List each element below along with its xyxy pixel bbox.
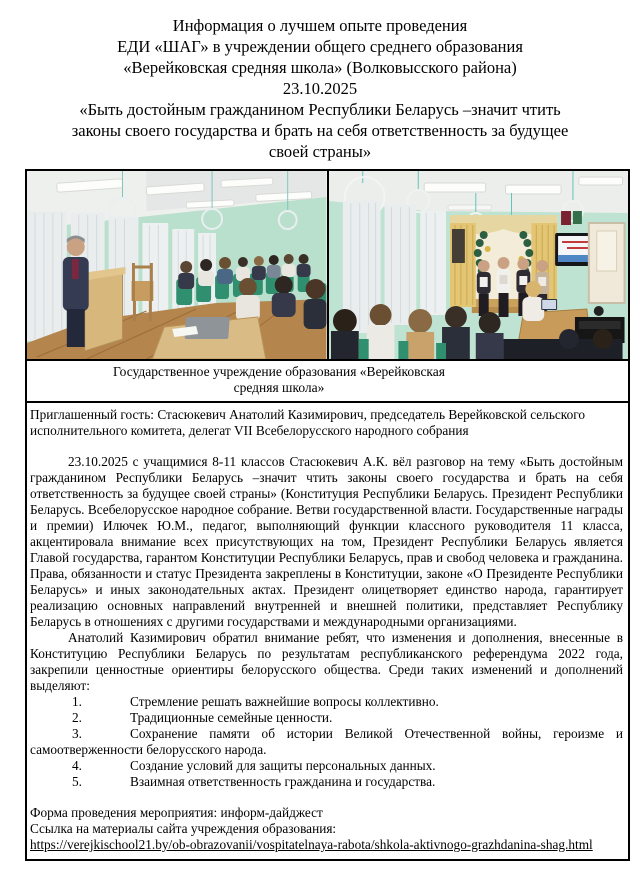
list-text: Стремление решать важнейшие вопросы коллективно. [130, 694, 439, 709]
list-item-2 [30, 710, 623, 726]
list-item-4 [30, 758, 623, 774]
list-number: 3. [72, 726, 82, 741]
title-theme-line: своей страны» [268, 142, 372, 161]
list-text: Сохранение памяти об истории Великой Отечественной войны, героизме и самоотверженности белорусского народа. [30, 726, 623, 757]
main-paragraph: 23.10.2025 с учащимися 8-11 классов Стасюкевич А.К. вёл разговор на тему «Быть достойным гражданином Республики Беларусь –значит чтить законы своего государства и брать на себя ответственность за будущее своей страны» (Конституция Республики Беларусь. Президент Республики Беларусь. Всебелорусское народное собрание. Ветви государственной власти. Государственные награды и премии) Илючек Ю.М., педагог, выполняющий функции классного руководителя 11 класса, акцентировала внимание всех присутствующих на том, Президент Республики Беларусь является Главой государства, гарантом Конституции Республики Беларусь, прав и свобод человека и гражданина. Права, обязанности и статус Президента закреплены в Конституции, законе «О Президенте Республики Беларусь» и иных законодательных актах. Президент олицетворяет единство народа, гарантирует реализацию основных направлений внутренней и внешней политики, представляет Республику Беларусь в отношениях с другими государствами и международными организациями. [30, 454, 623, 629]
list-number: 5. [72, 774, 82, 789]
list-text: Традиционные семейные ценности. [130, 710, 333, 725]
guest-paragraph: Приглашенный гость: Стасюкевич Анатолий Казимирович, председатель Верейковской сельского исполнительного комитета, делегат VII Всебелорусского народного собрания [30, 407, 585, 438]
title-line: ЕДИ «ШАГ» в учреждении общего среднего образования [117, 37, 523, 56]
title-line: «Верейковская средняя школа» (Волковысского района) [123, 58, 517, 77]
list-number: 4. [72, 758, 82, 773]
event-form-line: Форма проведения мероприятия: информ-дайджест [30, 805, 323, 820]
body-text-cell [27, 403, 628, 859]
document-title [10, 0, 630, 162]
list-item-5 [30, 774, 623, 790]
caption-line-2: средняя школа» [233, 380, 325, 395]
title-theme-line: законы своего государства и брать на себя ответственность за будущее [71, 121, 569, 140]
right-photo [329, 171, 629, 359]
caption-row [27, 361, 628, 403]
title-theme-line: «Быть достойным гражданином Республики Беларусь –значит чтить [79, 100, 561, 119]
second-paragraph: Анатолий Казимирович обратил внимание ребят, что изменения и дополнения, внесенные в Конституцию Республики Беларусь по результатам республиканского референдума 2022 года, закрепили ценностные ориентиры белорусского общества. Среди таких изменений и дополнений выделяют: [30, 630, 623, 693]
list-number: 1. [72, 694, 82, 709]
title-date: 23.10.2025 [282, 79, 358, 98]
list-text: Взаимная ответственность гражданина и государства. [130, 774, 436, 789]
left-photo-illustration [27, 171, 327, 359]
list-text: Создание условий для защиты персональных данных. [130, 758, 436, 773]
list-item-1 [30, 694, 623, 710]
link-label-line: Ссылка на материалы сайта учреждения образования: [30, 821, 337, 836]
list-item-3 [30, 726, 623, 758]
list-number: 2. [72, 710, 82, 725]
paragraph-spacer [30, 439, 623, 454]
site-link[interactable]: https://verejkischool21.by/ob-obrazovanii/vospitatelnaya-rabota/shkola-aktivnogo-grazhdanina-shag.html [30, 837, 593, 852]
school-caption [39, 364, 519, 396]
title-line: Информация о лучшем опыте проведения [172, 16, 468, 35]
left-photo [27, 171, 329, 359]
right-photo-illustration [329, 171, 629, 359]
photos-row [27, 171, 628, 361]
paragraph-spacer [30, 790, 623, 805]
link-line [30, 837, 623, 853]
content-table [25, 169, 630, 861]
caption-line-1: Государственное учреждение образования «Верейковская [113, 364, 445, 379]
